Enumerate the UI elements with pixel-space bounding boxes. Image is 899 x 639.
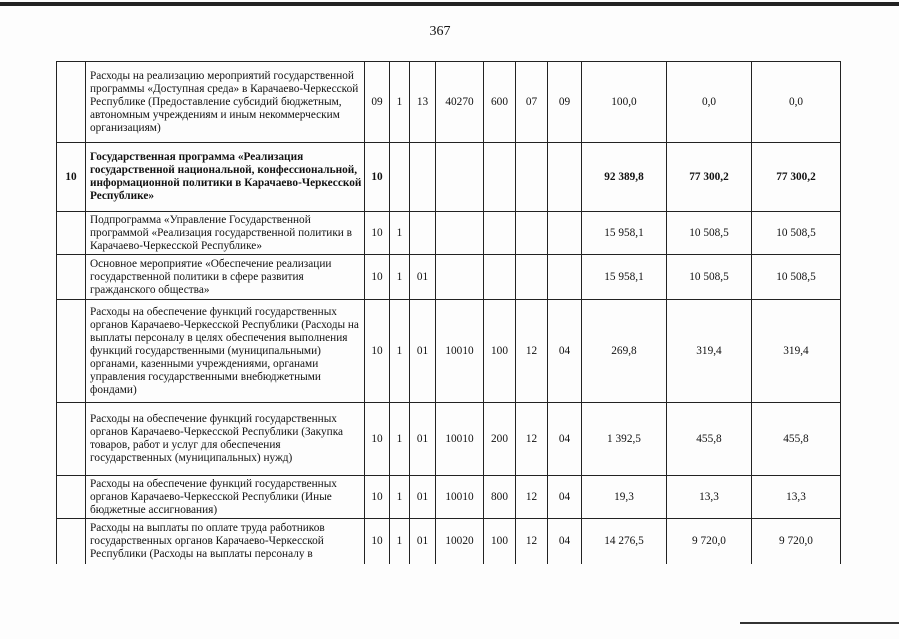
code-cell: 600 [484, 62, 516, 143]
amount-cell: 0,0 [667, 62, 752, 143]
code-cell: 10 [365, 519, 390, 564]
code-cell: 1 [390, 476, 410, 519]
code-cell: 10010 [436, 403, 484, 476]
table-row [57, 255, 841, 300]
amount-cell: 19,3 [582, 476, 667, 519]
code-cell: 100 [484, 300, 516, 403]
amount-cell: 10 508,5 [667, 212, 752, 255]
code-cell: 10 [365, 476, 390, 519]
amount-cell: 92 389,8 [582, 143, 667, 212]
code-cell: 12 [516, 403, 548, 476]
amount-cell: 9 720,0 [752, 519, 841, 564]
table-row [57, 143, 841, 212]
page-number: 367 [429, 24, 451, 39]
row-description: Подпрограмма «Управление Государственной программой «Реализация государственной политики в Карачаево-Черкесской Республике» [86, 212, 365, 255]
code-cell: 04 [548, 403, 582, 476]
code-cell [548, 255, 582, 300]
row-number [57, 403, 86, 476]
code-cell: 01 [410, 255, 436, 300]
code-cell: 100 [484, 519, 516, 564]
code-cell: 1 [390, 519, 410, 564]
code-cell: 1 [390, 212, 410, 255]
code-cell [516, 212, 548, 255]
code-cell: 10 [365, 143, 390, 212]
table-row [57, 476, 841, 519]
amount-cell: 10 508,5 [752, 255, 841, 300]
amount-cell: 15 958,1 [582, 255, 667, 300]
amount-cell: 10 508,5 [667, 255, 752, 300]
code-cell: 10 [365, 212, 390, 255]
code-cell: 10 [365, 403, 390, 476]
code-cell: 1 [390, 255, 410, 300]
code-cell: 10010 [436, 476, 484, 519]
amount-cell: 13,3 [752, 476, 841, 519]
budget-table [56, 61, 841, 564]
code-cell [548, 212, 582, 255]
row-description: Расходы на обеспечение функций государственных органов Карачаево-Черкесской Республики (Закупка товаров, работ и услуг для обеспечения государственных (муниципальных) нужд) [86, 403, 365, 476]
bottom-edge-rule [740, 622, 899, 624]
amount-cell: 319,4 [752, 300, 841, 403]
code-cell [484, 212, 516, 255]
top-border-rule [0, 2, 899, 6]
table-row [57, 519, 841, 564]
amount-cell: 77 300,2 [667, 143, 752, 212]
code-cell [516, 255, 548, 300]
code-cell [410, 212, 436, 255]
code-cell: 1 [390, 403, 410, 476]
table-row [57, 62, 841, 143]
amount-cell: 14 276,5 [582, 519, 667, 564]
row-description: Расходы на обеспечение функций государственных органов Карачаево-Черкесской Республики (Расходы на выплаты персоналу в целях обеспечения выполнения функций государственными (муниципальными) органами, казенными учреждениями, органами управления государственными внебюджетными фондами) [86, 300, 365, 403]
code-cell [410, 143, 436, 212]
code-cell: 01 [410, 476, 436, 519]
code-cell [548, 143, 582, 212]
row-description: Расходы на обеспечение функций государственных органов Карачаево-Черкесской Республики (Иные бюджетные ассигнования) [86, 476, 365, 519]
amount-cell: 10 508,5 [752, 212, 841, 255]
code-cell: 1 [390, 62, 410, 143]
code-cell [484, 143, 516, 212]
code-cell: 40270 [436, 62, 484, 143]
code-cell: 04 [548, 300, 582, 403]
amount-cell: 269,8 [582, 300, 667, 403]
amount-cell: 455,8 [752, 403, 841, 476]
code-cell: 04 [548, 519, 582, 564]
amount-cell: 100,0 [582, 62, 667, 143]
row-description: Государственная программа «Реализация государственной национальной, конфессиональной, информационной политики в Карачаево-Черкесской Республике» [86, 143, 365, 212]
code-cell: 12 [516, 476, 548, 519]
amount-cell: 0,0 [752, 62, 841, 143]
amount-cell: 455,8 [667, 403, 752, 476]
code-cell: 12 [516, 300, 548, 403]
code-cell: 1 [390, 300, 410, 403]
code-cell: 10 [365, 255, 390, 300]
code-cell [436, 143, 484, 212]
code-cell: 12 [516, 519, 548, 564]
row-number [57, 476, 86, 519]
code-cell [436, 255, 484, 300]
code-cell: 200 [484, 403, 516, 476]
table-row [57, 300, 841, 403]
amount-cell: 9 720,0 [667, 519, 752, 564]
row-number: 10 [57, 143, 86, 212]
code-cell: 01 [410, 403, 436, 476]
code-cell [436, 212, 484, 255]
row-number [57, 212, 86, 255]
amount-cell: 77 300,2 [752, 143, 841, 212]
code-cell: 800 [484, 476, 516, 519]
code-cell: 01 [410, 300, 436, 403]
code-cell [516, 143, 548, 212]
code-cell: 13 [410, 62, 436, 143]
code-cell: 09 [548, 62, 582, 143]
code-cell: 07 [516, 62, 548, 143]
table-row [57, 403, 841, 476]
row-number [57, 300, 86, 403]
amount-cell: 1 392,5 [582, 403, 667, 476]
row-number [57, 519, 86, 564]
amount-cell: 319,4 [667, 300, 752, 403]
code-cell: 09 [365, 62, 390, 143]
code-cell [390, 143, 410, 212]
code-cell: 10010 [436, 300, 484, 403]
row-number [57, 62, 86, 143]
row-description: Основное мероприятие «Обеспечение реализации государственной политики в сфере развития гражданского общества» [86, 255, 365, 300]
amount-cell: 15 958,1 [582, 212, 667, 255]
row-number [57, 255, 86, 300]
row-description: Расходы на реализацию мероприятий государственной программы «Доступная среда» в Карачаево-Черкесской Республике (Предоставление субсидий бюджетным, автономным учреждениям и иным некоммерческим организациям) [86, 62, 365, 143]
code-cell: 10020 [436, 519, 484, 564]
table-row [57, 212, 841, 255]
code-cell: 10 [365, 300, 390, 403]
code-cell: 01 [410, 519, 436, 564]
row-description: Расходы на выплаты по оплате труда работников государственных органов Карачаево-Черкесской Республики (Расходы на выплаты персоналу в [86, 519, 365, 564]
amount-cell: 13,3 [667, 476, 752, 519]
code-cell [484, 255, 516, 300]
code-cell: 04 [548, 476, 582, 519]
